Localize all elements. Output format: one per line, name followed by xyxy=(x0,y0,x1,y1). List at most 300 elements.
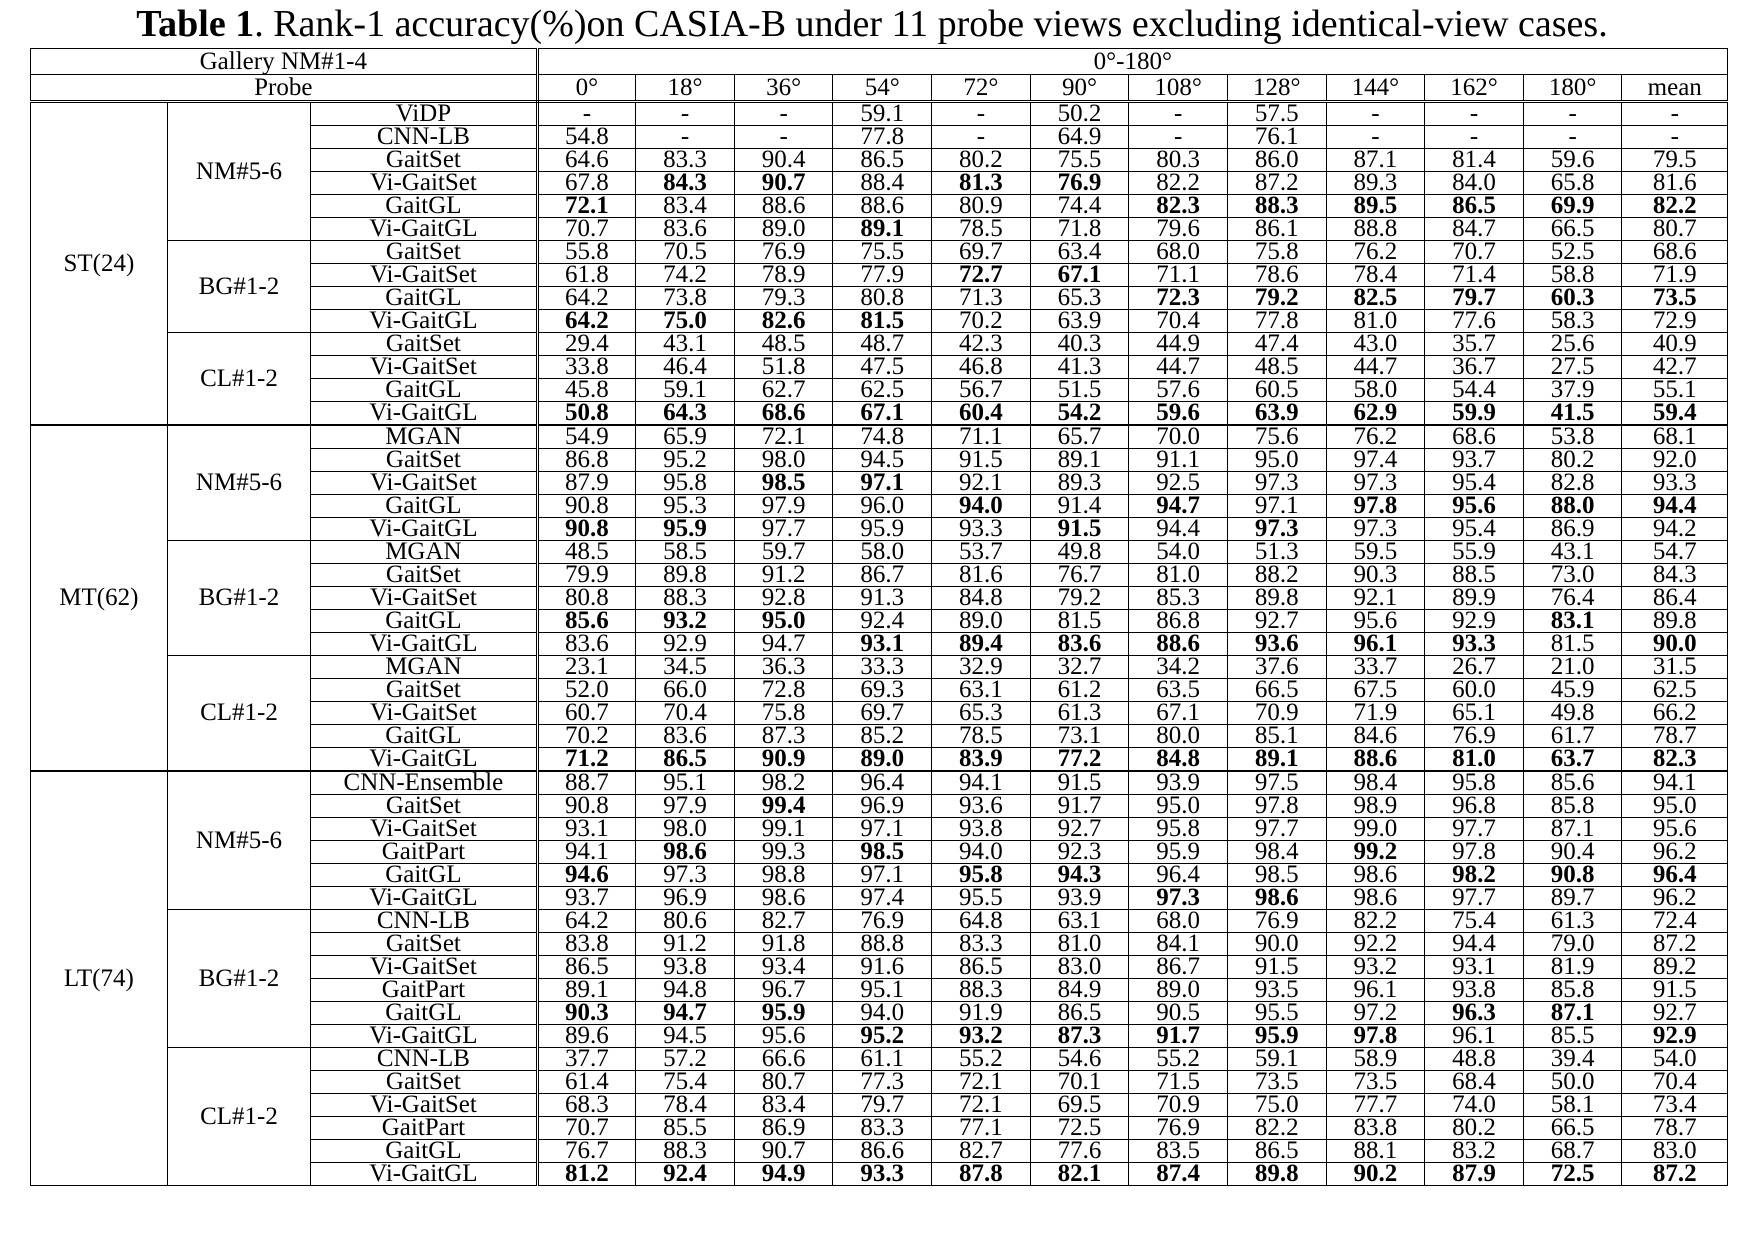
accuracy-cell: 89.2 xyxy=(1622,956,1728,979)
accuracy-cell: 81.3 xyxy=(932,172,1031,195)
accuracy-cell: 55.8 xyxy=(537,241,636,264)
accuracy-cell: 83.3 xyxy=(932,933,1031,956)
accuracy-cell: 74.4 xyxy=(1030,195,1129,218)
accuracy-cell: 95.2 xyxy=(833,1025,932,1048)
accuracy-cell: 41.5 xyxy=(1523,402,1622,426)
accuracy-cell: 79.7 xyxy=(1425,287,1524,310)
accuracy-cell: 49.8 xyxy=(1523,702,1622,725)
accuracy-cell: 82.1 xyxy=(1030,1163,1129,1186)
column-header: 18° xyxy=(636,75,735,102)
accuracy-cell: 45.9 xyxy=(1523,679,1622,702)
accuracy-cell: 58.0 xyxy=(1326,379,1425,402)
condition-label: BG#1-2 xyxy=(167,241,310,333)
accuracy-cell: 83.9 xyxy=(932,748,1031,772)
table-row xyxy=(31,541,1728,564)
accuracy-cell: 91.6 xyxy=(833,956,932,979)
accuracy-cell: 93.8 xyxy=(1425,979,1524,1002)
accuracy-cell: 85.1 xyxy=(1227,725,1326,748)
accuracy-cell: 86.6 xyxy=(833,1140,932,1163)
accuracy-cell: 69.7 xyxy=(932,241,1031,264)
accuracy-cell: 90.8 xyxy=(1523,864,1622,887)
accuracy-cell: 91.3 xyxy=(833,587,932,610)
accuracy-cell: 83.6 xyxy=(537,633,636,656)
method-name: Vi-GaitSet xyxy=(311,264,537,287)
accuracy-cell: 61.2 xyxy=(1030,679,1129,702)
accuracy-cell: 89.8 xyxy=(1227,1163,1326,1186)
accuracy-cell: 96.4 xyxy=(1129,864,1228,887)
accuracy-cell: 81.0 xyxy=(1129,564,1228,587)
accuracy-cell: 53.7 xyxy=(932,541,1031,564)
accuracy-cell: 87.1 xyxy=(1326,149,1425,172)
accuracy-cell: 78.9 xyxy=(734,264,833,287)
accuracy-cell: 94.1 xyxy=(932,771,1031,795)
accuracy-cell: 91.2 xyxy=(636,933,735,956)
condition-label: CL#1-2 xyxy=(167,333,310,426)
method-name: Vi-GaitSet xyxy=(311,956,537,979)
accuracy-cell: 65.9 xyxy=(636,425,735,449)
accuracy-cell: 75.0 xyxy=(1227,1094,1326,1117)
accuracy-cell: 79.3 xyxy=(734,287,833,310)
column-header: 0° xyxy=(537,75,636,102)
accuracy-cell: 70.2 xyxy=(932,310,1031,333)
header-row-probe xyxy=(31,75,1728,102)
accuracy-cell: 68.7 xyxy=(1523,1140,1622,1163)
accuracy-cell: 86.8 xyxy=(537,449,636,472)
accuracy-cell: 93.3 xyxy=(833,1163,932,1186)
accuracy-cell: 81.0 xyxy=(1425,748,1524,772)
accuracy-cell: 74.0 xyxy=(1425,1094,1524,1117)
accuracy-cell: 68.0 xyxy=(1129,910,1228,933)
accuracy-cell: 59.1 xyxy=(833,102,932,126)
accuracy-cell: 76.1 xyxy=(1227,126,1326,149)
method-name: GaitGL xyxy=(311,287,537,310)
accuracy-cell: 80.8 xyxy=(833,287,932,310)
method-name: GaitPart xyxy=(311,1117,537,1140)
accuracy-cell: 55.1 xyxy=(1622,379,1728,402)
accuracy-cell: 90.2 xyxy=(1326,1163,1425,1186)
accuracy-cell: 97.4 xyxy=(1326,449,1425,472)
accuracy-cell: 98.6 xyxy=(1326,864,1425,887)
accuracy-cell: 37.7 xyxy=(537,1048,636,1071)
accuracy-cell: 83.2 xyxy=(1425,1140,1524,1163)
accuracy-cell: 86.5 xyxy=(1030,1002,1129,1025)
accuracy-cell: 94.4 xyxy=(1622,495,1728,518)
accuracy-cell: 21.0 xyxy=(1523,656,1622,679)
accuracy-cell: 73.1 xyxy=(1030,725,1129,748)
accuracy-cell: 72.9 xyxy=(1622,310,1728,333)
method-name: GaitSet xyxy=(311,333,537,356)
accuracy-cell: 95.0 xyxy=(1227,449,1326,472)
accuracy-cell: 77.3 xyxy=(833,1071,932,1094)
accuracy-cell: 96.1 xyxy=(1326,979,1425,1002)
accuracy-cell: 54.8 xyxy=(537,126,636,149)
accuracy-cell: 88.6 xyxy=(1129,633,1228,656)
accuracy-cell: 73.5 xyxy=(1326,1071,1425,1094)
accuracy-cell: 54.4 xyxy=(1425,379,1524,402)
accuracy-cell: 81.6 xyxy=(1622,172,1728,195)
setting-label: ST(24) xyxy=(31,102,168,426)
accuracy-cell: 95.1 xyxy=(833,979,932,1002)
caption-label: Table 1 xyxy=(136,3,255,45)
table-row xyxy=(31,910,1728,933)
accuracy-cell: 89.1 xyxy=(1030,449,1129,472)
accuracy-cell: 61.1 xyxy=(833,1048,932,1071)
accuracy-cell: 82.8 xyxy=(1523,472,1622,495)
accuracy-cell: 97.3 xyxy=(1326,518,1425,541)
accuracy-cell: 62.9 xyxy=(1326,402,1425,426)
accuracy-cell: 97.4 xyxy=(833,887,932,910)
accuracy-cell: 75.8 xyxy=(1227,241,1326,264)
accuracy-cell: 64.6 xyxy=(537,149,636,172)
accuracy-cell: 90.8 xyxy=(537,518,636,541)
accuracy-cell: 72.1 xyxy=(932,1071,1031,1094)
method-name: Vi-GaitGL xyxy=(311,1025,537,1048)
accuracy-cell: 79.5 xyxy=(1622,149,1728,172)
accuracy-cell: 88.0 xyxy=(1523,495,1622,518)
accuracy-cell: 91.1 xyxy=(1129,449,1228,472)
accuracy-cell: 92.7 xyxy=(1622,1002,1728,1025)
accuracy-cell: 81.0 xyxy=(1326,310,1425,333)
accuracy-cell: 37.9 xyxy=(1523,379,1622,402)
accuracy-cell: 62.7 xyxy=(734,379,833,402)
accuracy-cell: 78.4 xyxy=(1326,264,1425,287)
accuracy-cell: 98.6 xyxy=(1326,887,1425,910)
accuracy-cell: 78.7 xyxy=(1622,1117,1728,1140)
accuracy-cell: 59.4 xyxy=(1622,402,1728,426)
accuracy-cell: 96.4 xyxy=(1622,864,1728,887)
accuracy-cell: 69.9 xyxy=(1523,195,1622,218)
accuracy-cell: 57.2 xyxy=(636,1048,735,1071)
setting-label: MT(62) xyxy=(31,425,168,771)
accuracy-cell: 97.8 xyxy=(1326,1025,1425,1048)
accuracy-cell: 94.7 xyxy=(1129,495,1228,518)
accuracy-cell: 92.5 xyxy=(1129,472,1228,495)
accuracy-cell: 71.9 xyxy=(1622,264,1728,287)
accuracy-cell: 88.8 xyxy=(1326,218,1425,241)
accuracy-cell: 80.9 xyxy=(932,195,1031,218)
accuracy-cell: 62.5 xyxy=(1622,679,1728,702)
accuracy-cell: 97.7 xyxy=(734,518,833,541)
accuracy-cell: 93.5 xyxy=(1227,979,1326,1002)
accuracy-cell: 92.2 xyxy=(1326,933,1425,956)
accuracy-cell: 84.9 xyxy=(1030,979,1129,1002)
accuracy-cell: 98.9 xyxy=(1326,795,1425,818)
probe-header: Probe xyxy=(31,75,538,102)
accuracy-cell: 90.3 xyxy=(1326,564,1425,587)
accuracy-cell: 67.1 xyxy=(833,402,932,426)
column-header: 90° xyxy=(1030,75,1129,102)
accuracy-cell: 55.9 xyxy=(1425,541,1524,564)
accuracy-cell: 70.7 xyxy=(537,1117,636,1140)
accuracy-cell: 85.2 xyxy=(833,725,932,748)
accuracy-cell: 44.9 xyxy=(1129,333,1228,356)
method-name: Vi-GaitGL xyxy=(311,218,537,241)
accuracy-cell: 88.6 xyxy=(1326,748,1425,772)
accuracy-cell: 72.7 xyxy=(932,264,1031,287)
accuracy-cell: 74.2 xyxy=(636,264,735,287)
accuracy-cell: 95.6 xyxy=(1425,495,1524,518)
accuracy-cell: 93.2 xyxy=(932,1025,1031,1048)
accuracy-cell: 94.1 xyxy=(537,841,636,864)
accuracy-cell: 66.6 xyxy=(734,1048,833,1071)
accuracy-cell: 70.0 xyxy=(1129,425,1228,449)
accuracy-cell: 76.7 xyxy=(1030,564,1129,587)
accuracy-cell: 60.0 xyxy=(1425,679,1524,702)
accuracy-cell: 99.0 xyxy=(1326,818,1425,841)
accuracy-cell: 96.2 xyxy=(1622,841,1728,864)
accuracy-cell: 80.7 xyxy=(1622,218,1728,241)
accuracy-cell: 89.6 xyxy=(537,1025,636,1048)
accuracy-cell: 44.7 xyxy=(1326,356,1425,379)
accuracy-cell: 76.4 xyxy=(1523,587,1622,610)
method-name: GaitPart xyxy=(311,979,537,1002)
accuracy-cell: 79.2 xyxy=(1030,587,1129,610)
accuracy-cell: 48.7 xyxy=(833,333,932,356)
accuracy-cell: 98.6 xyxy=(636,841,735,864)
table-caption xyxy=(0,2,1744,46)
accuracy-cell: 63.9 xyxy=(1030,310,1129,333)
accuracy-cell: 76.2 xyxy=(1326,241,1425,264)
accuracy-cell: 93.1 xyxy=(537,818,636,841)
accuracy-cell: 34.5 xyxy=(636,656,735,679)
accuracy-cell: 68.0 xyxy=(1129,241,1228,264)
accuracy-cell: 46.8 xyxy=(932,356,1031,379)
method-name: GaitGL xyxy=(311,195,537,218)
accuracy-cell: - xyxy=(734,126,833,149)
accuracy-cell: 75.0 xyxy=(636,310,735,333)
accuracy-cell: - xyxy=(932,102,1031,126)
accuracy-cell: 97.8 xyxy=(1227,795,1326,818)
accuracy-cell: 86.5 xyxy=(636,748,735,772)
accuracy-cell: 83.4 xyxy=(734,1094,833,1117)
accuracy-cell: 33.7 xyxy=(1326,656,1425,679)
accuracy-cell: 95.9 xyxy=(734,1002,833,1025)
accuracy-cell: 86.4 xyxy=(1622,587,1728,610)
method-name: CNN-Ensemble xyxy=(311,771,537,795)
accuracy-cell: 96.2 xyxy=(1622,887,1728,910)
accuracy-cell: 71.2 xyxy=(537,748,636,772)
accuracy-cell: 61.3 xyxy=(1523,910,1622,933)
accuracy-cell: 34.2 xyxy=(1129,656,1228,679)
accuracy-cell: 82.3 xyxy=(1129,195,1228,218)
method-name: CNN-LB xyxy=(311,910,537,933)
accuracy-cell: 80.2 xyxy=(1425,1117,1524,1140)
accuracy-cell: 81.5 xyxy=(833,310,932,333)
accuracy-cell: 23.1 xyxy=(537,656,636,679)
accuracy-cell: 37.6 xyxy=(1227,656,1326,679)
accuracy-cell: 91.5 xyxy=(1227,956,1326,979)
accuracy-cell: 87.8 xyxy=(932,1163,1031,1186)
accuracy-cell: 65.7 xyxy=(1030,425,1129,449)
column-header: 108° xyxy=(1129,75,1228,102)
accuracy-cell: 95.0 xyxy=(1622,795,1728,818)
accuracy-cell: 85.8 xyxy=(1523,979,1622,1002)
accuracy-cell: 57.5 xyxy=(1227,102,1326,126)
accuracy-cell: 66.5 xyxy=(1523,1117,1622,1140)
accuracy-cell: 90.8 xyxy=(537,795,636,818)
accuracy-cell: 33.8 xyxy=(537,356,636,379)
accuracy-cell: 96.1 xyxy=(1425,1025,1524,1048)
method-name: GaitGL xyxy=(311,610,537,633)
accuracy-cell: 88.1 xyxy=(1326,1140,1425,1163)
accuracy-cell: 82.2 xyxy=(1129,172,1228,195)
accuracy-cell: 96.1 xyxy=(1326,633,1425,656)
accuracy-cell: 95.5 xyxy=(1227,1002,1326,1025)
method-name: GaitSet xyxy=(311,795,537,818)
accuracy-cell: 68.6 xyxy=(1425,425,1524,449)
accuracy-cell: 94.1 xyxy=(1622,771,1728,795)
accuracy-cell: 61.3 xyxy=(1030,702,1129,725)
method-name: Vi-GaitSet xyxy=(311,587,537,610)
accuracy-cell: 71.9 xyxy=(1326,702,1425,725)
method-name: MGAN xyxy=(311,541,537,564)
accuracy-cell: 94.0 xyxy=(932,841,1031,864)
table-row xyxy=(31,241,1728,264)
accuracy-cell: 89.1 xyxy=(537,979,636,1002)
accuracy-cell: - xyxy=(734,102,833,126)
accuracy-cell: 76.2 xyxy=(1326,425,1425,449)
accuracy-cell: 84.0 xyxy=(1425,172,1524,195)
accuracy-cell: - xyxy=(932,126,1031,149)
accuracy-cell: 97.1 xyxy=(833,818,932,841)
accuracy-cell: 40.3 xyxy=(1030,333,1129,356)
accuracy-cell: 77.1 xyxy=(932,1117,1031,1140)
accuracy-cell: 27.5 xyxy=(1523,356,1622,379)
accuracy-cell: 70.7 xyxy=(1425,241,1524,264)
accuracy-cell: 58.9 xyxy=(1326,1048,1425,1071)
accuracy-cell: 92.7 xyxy=(1227,610,1326,633)
accuracy-cell: 85.3 xyxy=(1129,587,1228,610)
accuracy-cell: 63.5 xyxy=(1129,679,1228,702)
accuracy-cell: 98.6 xyxy=(734,887,833,910)
accuracy-cell: 92.1 xyxy=(1326,587,1425,610)
accuracy-cell: 46.4 xyxy=(636,356,735,379)
accuracy-cell: 59.1 xyxy=(636,379,735,402)
accuracy-cell: 93.9 xyxy=(1030,887,1129,910)
accuracy-cell: 43.1 xyxy=(1523,541,1622,564)
accuracy-cell: 92.4 xyxy=(833,610,932,633)
accuracy-cell: 79.9 xyxy=(537,564,636,587)
method-name: Vi-GaitGL xyxy=(311,1163,537,1186)
accuracy-cell: 87.3 xyxy=(1030,1025,1129,1048)
accuracy-cell: 83.0 xyxy=(1622,1140,1728,1163)
accuracy-cell: 96.8 xyxy=(1425,795,1524,818)
accuracy-cell: 69.5 xyxy=(1030,1094,1129,1117)
accuracy-cell: 98.8 xyxy=(734,864,833,887)
accuracy-cell: 81.5 xyxy=(1030,610,1129,633)
accuracy-cell: 81.6 xyxy=(932,564,1031,587)
accuracy-cell: 83.3 xyxy=(636,149,735,172)
accuracy-cell: 54.0 xyxy=(1622,1048,1728,1071)
accuracy-cell: 98.2 xyxy=(1425,864,1524,887)
accuracy-cell: 82.2 xyxy=(1326,910,1425,933)
accuracy-cell: 86.5 xyxy=(1425,195,1524,218)
accuracy-cell: 66.5 xyxy=(1523,218,1622,241)
accuracy-cell: 64.2 xyxy=(537,310,636,333)
accuracy-cell: 88.3 xyxy=(1227,195,1326,218)
accuracy-cell: 68.6 xyxy=(1622,241,1728,264)
accuracy-cell: 97.1 xyxy=(1227,495,1326,518)
accuracy-cell: 84.7 xyxy=(1425,218,1524,241)
accuracy-cell: 57.6 xyxy=(1129,379,1228,402)
accuracy-cell: 86.1 xyxy=(1227,218,1326,241)
accuracy-cell: 87.4 xyxy=(1129,1163,1228,1186)
method-name: Vi-GaitSet xyxy=(311,356,537,379)
accuracy-cell: 99.4 xyxy=(734,795,833,818)
accuracy-cell: 94.4 xyxy=(1425,933,1524,956)
column-header: 54° xyxy=(833,75,932,102)
accuracy-cell: 97.3 xyxy=(636,864,735,887)
accuracy-cell: 71.5 xyxy=(1129,1071,1228,1094)
accuracy-cell: 76.9 xyxy=(1030,172,1129,195)
accuracy-cell: 86.5 xyxy=(1227,1140,1326,1163)
accuracy-cell: 89.3 xyxy=(1326,172,1425,195)
accuracy-cell: 97.5 xyxy=(1227,771,1326,795)
method-name: GaitSet xyxy=(311,1071,537,1094)
method-name: Vi-GaitGL xyxy=(311,310,537,333)
accuracy-cell: 71.1 xyxy=(1129,264,1228,287)
accuracy-cell: - xyxy=(1129,102,1228,126)
accuracy-cell: 76.9 xyxy=(833,910,932,933)
gallery-header: Gallery NM#1-4 xyxy=(31,49,538,75)
method-name: Vi-GaitGL xyxy=(311,887,537,910)
accuracy-cell: 80.2 xyxy=(932,149,1031,172)
method-name: MGAN xyxy=(311,656,537,679)
accuracy-cell: 77.6 xyxy=(1425,310,1524,333)
accuracy-cell: 89.1 xyxy=(833,218,932,241)
accuracy-cell: 84.1 xyxy=(1129,933,1228,956)
condition-label: CL#1-2 xyxy=(167,656,310,772)
accuracy-cell: 89.1 xyxy=(1227,748,1326,772)
accuracy-cell: 75.4 xyxy=(1425,910,1524,933)
accuracy-cell: 40.9 xyxy=(1622,333,1728,356)
accuracy-cell: - xyxy=(636,126,735,149)
accuracy-cell: 96.9 xyxy=(833,795,932,818)
accuracy-cell: 98.6 xyxy=(1227,887,1326,910)
accuracy-cell: 92.8 xyxy=(734,587,833,610)
accuracy-cell: 55.2 xyxy=(1129,1048,1228,1071)
accuracy-cell: 43.0 xyxy=(1326,333,1425,356)
accuracy-cell: 84.3 xyxy=(1622,564,1728,587)
accuracy-cell: 70.9 xyxy=(1227,702,1326,725)
accuracy-cell: 80.7 xyxy=(734,1071,833,1094)
accuracy-cell: 79.2 xyxy=(1227,287,1326,310)
accuracy-cell: 70.4 xyxy=(1622,1071,1728,1094)
accuracy-cell: 53.8 xyxy=(1523,425,1622,449)
accuracy-cell: 86.0 xyxy=(1227,149,1326,172)
accuracy-cell: 87.2 xyxy=(1622,933,1728,956)
table-row xyxy=(31,333,1728,356)
accuracy-cell: 97.1 xyxy=(833,472,932,495)
accuracy-cell: 82.7 xyxy=(734,910,833,933)
accuracy-cell: 52.0 xyxy=(537,679,636,702)
accuracy-cell: 95.8 xyxy=(1129,818,1228,841)
accuracy-cell: 92.9 xyxy=(1622,1025,1728,1048)
accuracy-cell: 88.6 xyxy=(734,195,833,218)
method-name: CNN-LB xyxy=(311,126,537,149)
accuracy-cell: 54.0 xyxy=(1129,541,1228,564)
accuracy-cell: 68.3 xyxy=(537,1094,636,1117)
accuracy-cell: 44.7 xyxy=(1129,356,1228,379)
accuracy-cell: 89.9 xyxy=(1425,587,1524,610)
accuracy-cell: 93.7 xyxy=(1425,449,1524,472)
accuracy-cell: 94.8 xyxy=(636,979,735,1002)
accuracy-cell: 76.9 xyxy=(734,241,833,264)
accuracy-cell: 92.3 xyxy=(1030,841,1129,864)
accuracy-cell: 96.3 xyxy=(1425,1002,1524,1025)
accuracy-cell: 83.1 xyxy=(1523,610,1622,633)
accuracy-cell: 80.3 xyxy=(1129,149,1228,172)
